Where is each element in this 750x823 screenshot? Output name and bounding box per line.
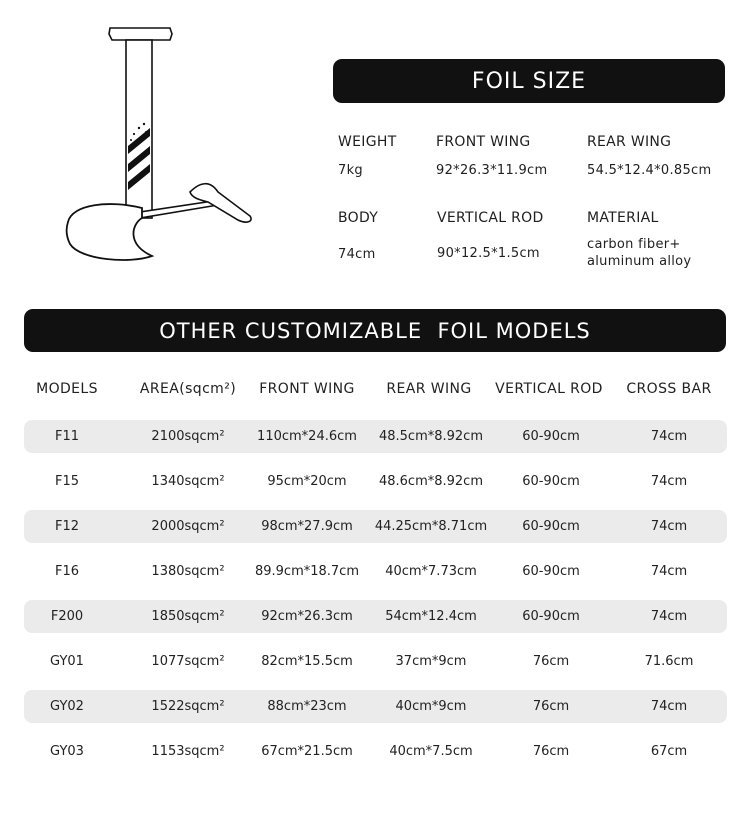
cell-model: F200 [50,609,84,624]
spec-value-material-line1: carbon fiber+ [587,237,681,252]
cell-cross-bar: 67cm [650,744,688,759]
cell-rear-wing: 48.5cm*8.92cm [378,429,483,444]
cell-vertical-rod: 76cm [532,744,570,759]
spec-label-weight: WEIGHT [338,134,397,150]
cell-front-wing: 89.9cm*18.7cm [254,564,359,579]
spec-label-vertical-rod: VERTICAL ROD [437,210,544,226]
cell-model: GY01 [50,654,84,669]
cell-cross-bar: 74cm [650,429,688,444]
table-row [24,555,727,588]
table-row [24,690,727,723]
hydrofoil-illustration [60,22,260,272]
cell-rear-wing: 40cm*7.5cm [389,744,473,759]
header-models: MODELS [36,381,98,397]
cell-cross-bar: 74cm [650,699,688,714]
cell-front-wing: 88cm*23cm [267,699,347,714]
table-row [24,600,727,633]
cell-area: 1380sqcm² [151,564,225,579]
foil-size-banner [333,59,725,103]
table-row [24,645,727,678]
cell-cross-bar: 74cm [650,564,688,579]
cell-cross-bar: 71.6cm [644,654,694,669]
spec-value-front-wing: 92*26.3*11.9cm [436,163,548,178]
cell-model: GY03 [50,744,84,759]
cell-front-wing: 67cm*21.5cm [261,744,353,759]
cell-area: 1850sqcm² [151,609,225,624]
spec-label-material: MATERIAL [587,210,659,226]
cell-cross-bar: 74cm [650,519,688,534]
cell-front-wing: 95cm*20cm [267,474,347,489]
cell-rear-wing: 37cm*9cm [395,654,467,669]
cell-front-wing: 98cm*27.9cm [261,519,353,534]
cell-cross-bar: 74cm [650,609,688,624]
cell-rear-wing: 40cm*7.73cm [385,564,477,579]
cell-model: F12 [54,519,80,534]
spec-value-body: 74cm [338,247,376,262]
cell-cross-bar: 74cm [650,474,688,489]
header-rear-wing: REAR WING [386,381,472,397]
cell-vertical-rod: 60-90cm [522,609,580,624]
header-front-wing: FRONT WING [259,381,355,397]
foil-size-title: FOIL SIZE [471,68,587,94]
cell-rear-wing: 48.6cm*8.92cm [378,474,483,489]
spec-label-rear-wing: REAR WING [587,134,672,150]
cell-vertical-rod: 60-90cm [522,519,580,534]
cell-model: F11 [54,429,80,444]
table-row [24,510,727,543]
spec-value-material-line2: aluminum alloy [587,254,692,269]
spec-label-front-wing: FRONT WING [436,134,531,150]
header-cross-bar: CROSS BAR [626,381,712,397]
cell-model: GY02 [50,699,84,714]
header-vertical-rod: VERTICAL ROD [495,381,603,397]
other-models-title: OTHER CUSTOMIZABLE FOIL MODELS [159,318,591,343]
cell-area: 1077sqcm² [151,654,225,669]
cell-model: F16 [54,564,80,579]
cell-front-wing: 92cm*26.3cm [261,609,353,624]
cell-area: 2100sqcm² [151,429,225,444]
table-row [24,735,727,768]
cell-rear-wing: 44.25cm*8.71cm [374,519,488,534]
spec-value-rear-wing: 54.5*12.4*0.85cm [587,163,712,178]
spec-value-vertical-rod: 90*12.5*1.5cm [437,246,540,261]
table-row [24,420,727,453]
cell-vertical-rod: 60-90cm [522,429,580,444]
cell-area: 1153sqcm² [151,744,225,759]
cell-vertical-rod: 76cm [532,654,570,669]
cell-front-wing: 110cm*24.6cm [257,429,357,444]
cell-area: 1340sqcm² [151,474,225,489]
cell-vertical-rod: 60-90cm [522,564,580,579]
cell-vertical-rod: 60-90cm [522,474,580,489]
cell-rear-wing: 54cm*12.4cm [385,609,477,624]
table-row [24,465,727,498]
cell-rear-wing: 40cm*9cm [395,699,467,714]
cell-area: 2000sqcm² [151,519,225,534]
cell-area: 1522sqcm² [151,699,225,714]
spec-label-body: BODY [338,210,379,226]
cell-vertical-rod: 76cm [532,699,570,714]
cell-front-wing: 82cm*15.5cm [261,654,353,669]
cell-model: F15 [54,474,80,489]
header-area: AREA(sqcm²) [139,381,237,397]
other-models-banner [24,309,726,352]
spec-value-weight: 7kg [338,163,363,178]
